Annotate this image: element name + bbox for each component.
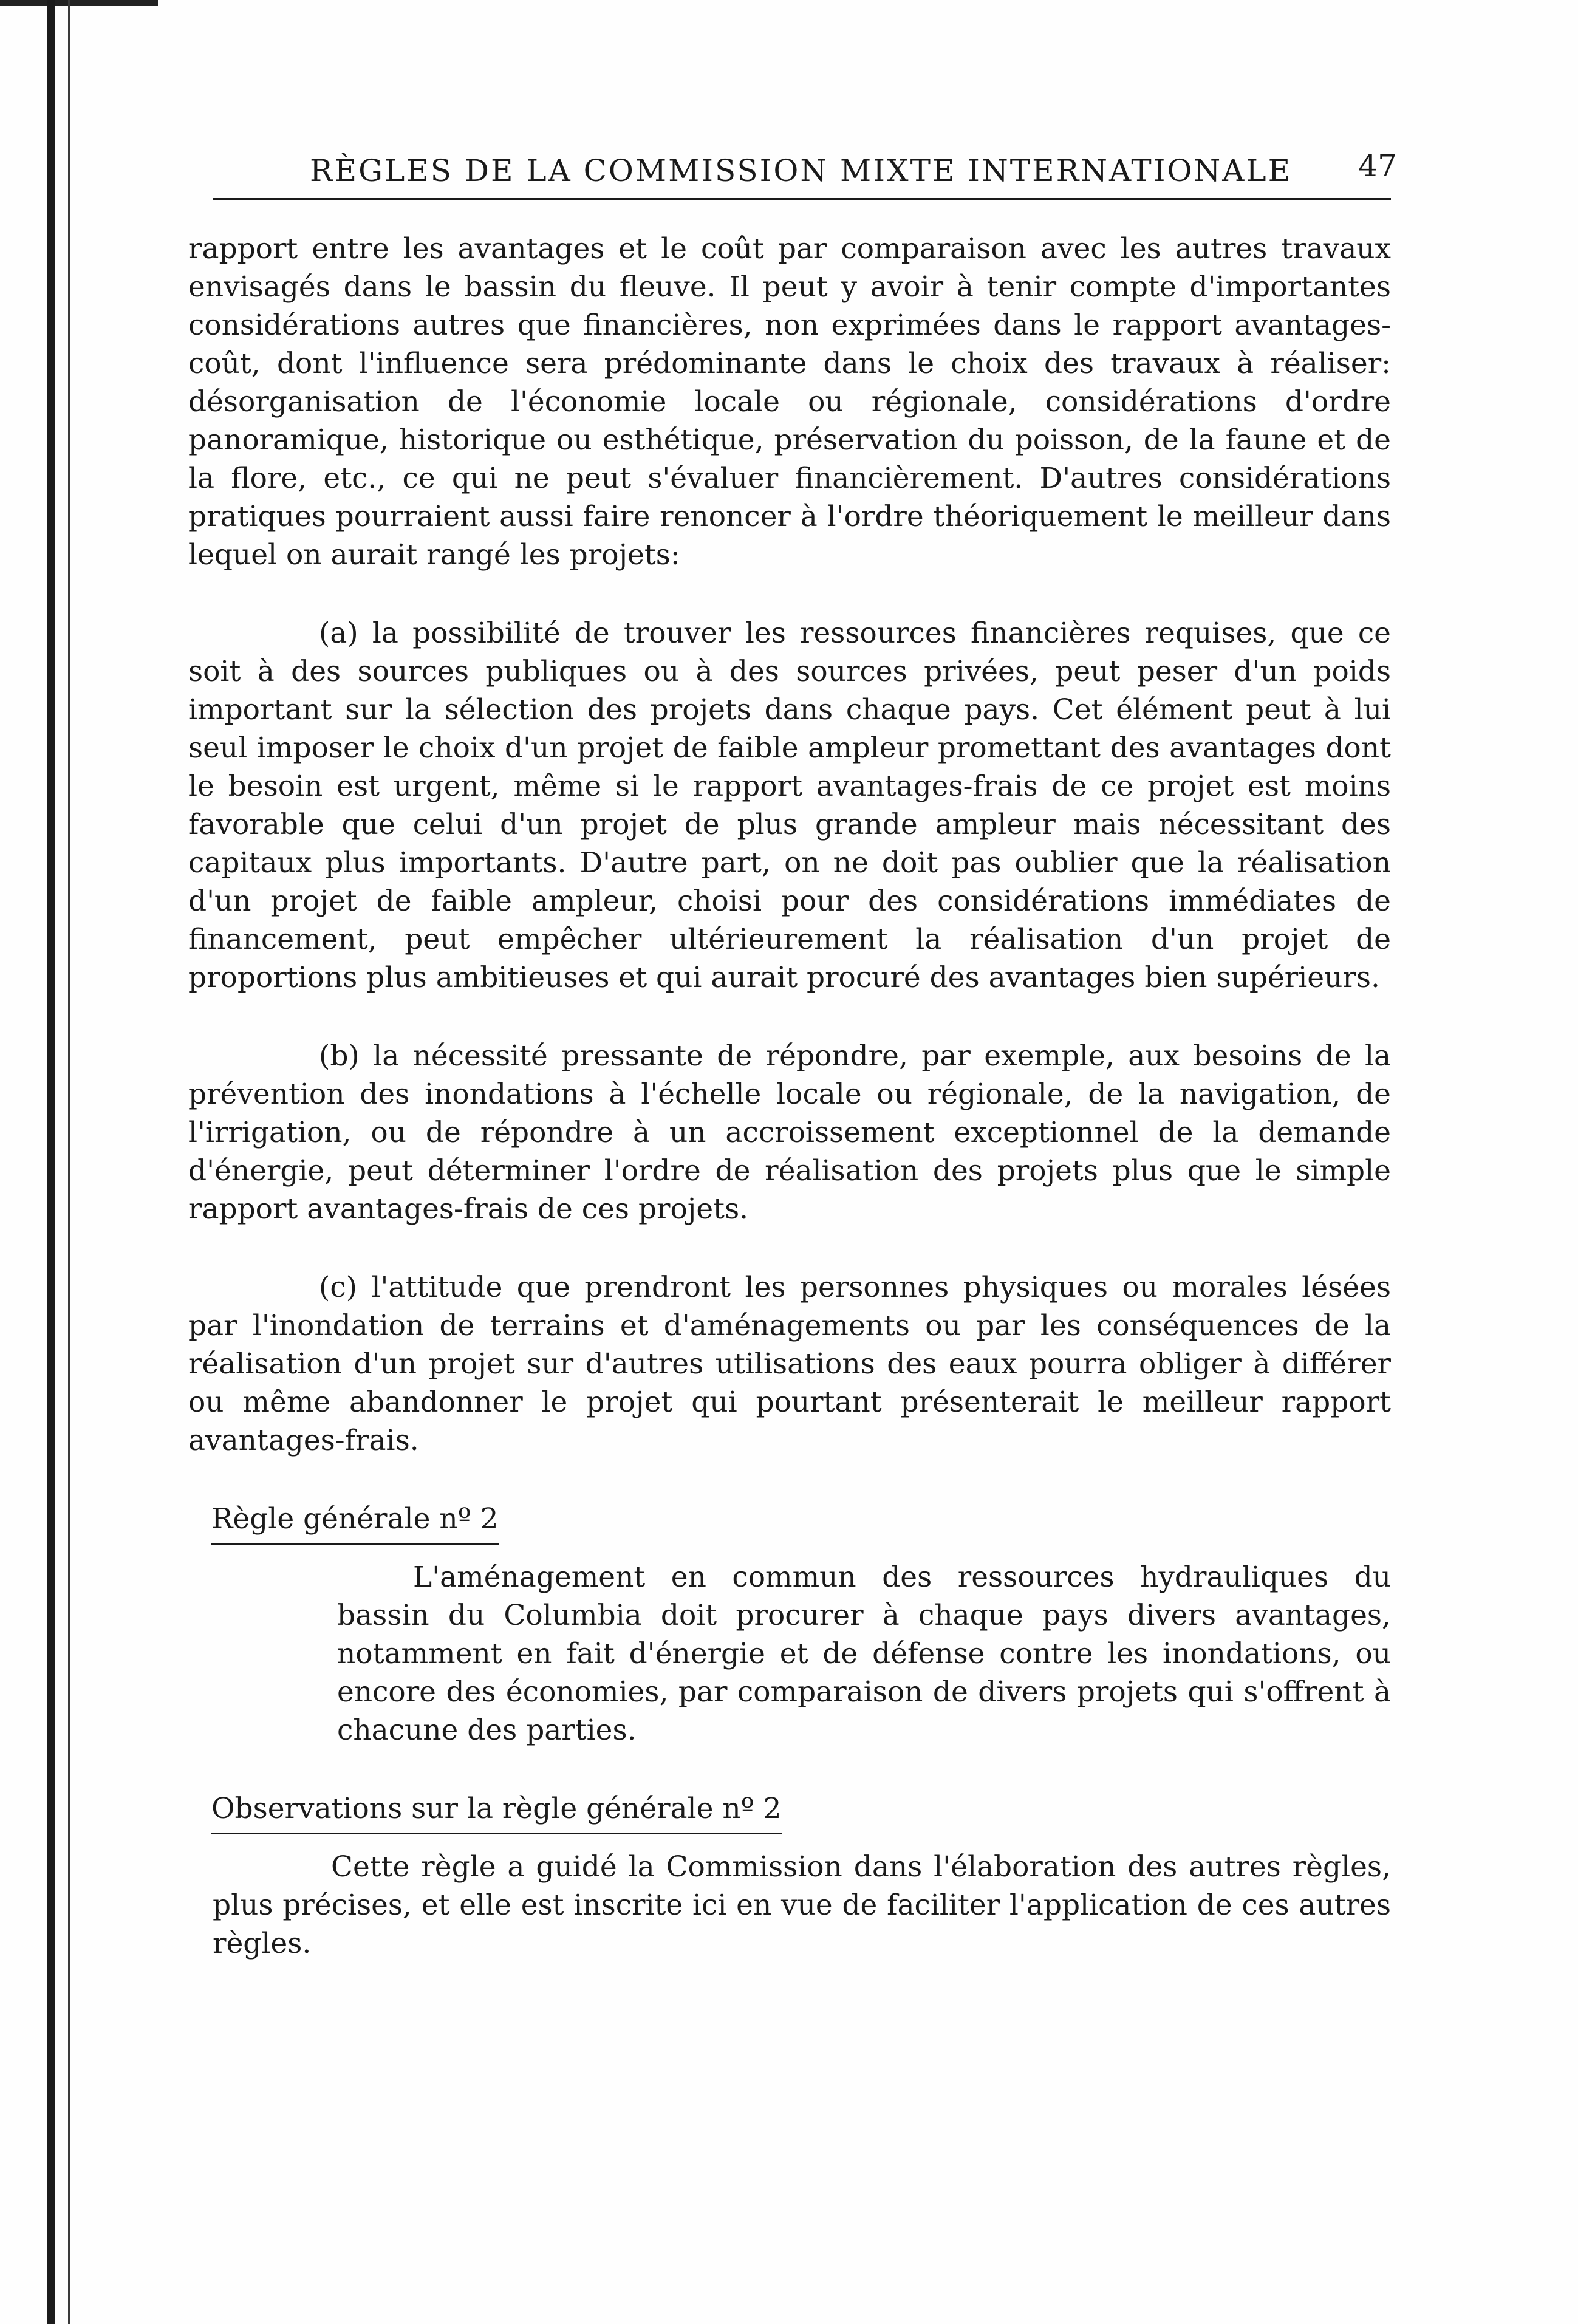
item-a-paragraph: (a) la possibilité de trouver les ressources financières requises, que ce soit à des sources publiques ou à des sources privées, peut peser d'un poids important sur la sélection des projets dans chaque pays. Cet élément peut à lui seul imposer le choix d'un projet de faible ampleur promettant des avantages dont le besoin est urgent, même si le rapport avantages-frais de ce projet est moins favorable que celui d'un projet de plus grande ampleur mais nécessitant des capitaux plus importants. D'autre part, on ne doit pas oublier que la réalisation d'un projet de faible ampleur, choisi pour des considérations immédiates de financement, peut empêcher ultérieurement la réalisation d'un projet de proportions plus ambitieuses et qui aurait procuré des avantages bien supérieurs. — [188, 617, 1391, 994]
body-text — [188, 230, 1391, 1963]
intro-paragraph: rapport entre les avantages et le coût par comparaison avec les autres travaux envisagés dans le bassin du fleuve. Il peut y avoir à tenir compte d'importantes considérations autres que financières, non exprimées dans le rapport avantages-coût, dont l'influence sera prédominante dans le choix des travaux à réaliser: désorganisation de l'économie locale ou régionale, considérations d'ordre panoramique, historique ou esthétique, préservation du poisson, de la faune et de la flore, etc., ce qui ne peut s'évaluer financièrement. D'autres considérations pratiques pourraient aussi faire renoncer à l'ordre théoriquement le meilleur dans lequel on aurait rangé les projets: — [188, 232, 1391, 572]
item-c-paragraph: (c) l'attitude que prendront les personnes physiques ou morales lésées par l'inondation de terrains et d'aménagements ou par les conséquences de la réalisation d'un projet sur d'autres utilisations des eaux pourra obliger à différer ou même abandonner le projet qui pourtant présenterait le meilleur rapport avantages-frais. — [188, 1271, 1391, 1457]
header-title: RÈGLES DE LA COMMISSION MIXTE INTERNATIONALE — [310, 153, 1293, 188]
rule-heading: Règle générale nº 2 — [211, 1500, 499, 1545]
rule-text: L'aménagement en commun des ressources hydrauliques du bassin du Columbia doit procurer à chaque pays divers avantages, notamment en fait d'énergie et de défense contre les inondations, ou encore des économies, par comparaison de divers projets qui s'offrent à chacune des parties. — [337, 1560, 1391, 1747]
running-header — [213, 148, 1403, 208]
header-rule — [213, 198, 1391, 200]
scan-binding-line — [68, 0, 70, 2324]
scan-top-edge — [0, 0, 158, 6]
scan-binding-edge — [47, 0, 55, 2324]
page-number: 47 — [1358, 148, 1397, 183]
observations-text: Cette règle a guidé la Commission dans l'élaboration des autres règles, plus précises, et elle est inscrite ici en vue de faciliter l'application de ces autres règles. — [213, 1850, 1391, 1960]
observations-heading: Observations sur la règle générale nº 2 — [211, 1789, 782, 1834]
item-b-paragraph: (b) la nécessité pressante de répondre, par exemple, aux besoins de la prévention des inondations à l'échelle locale ou régionale, de la navigation, de l'irrigation, ou de répondre à un accroissement exceptionnel de la demande d'énergie, peut déterminer l'ordre de réalisation des projets plus que le simple rapport avantages-frais de ces projets. — [188, 1039, 1391, 1226]
